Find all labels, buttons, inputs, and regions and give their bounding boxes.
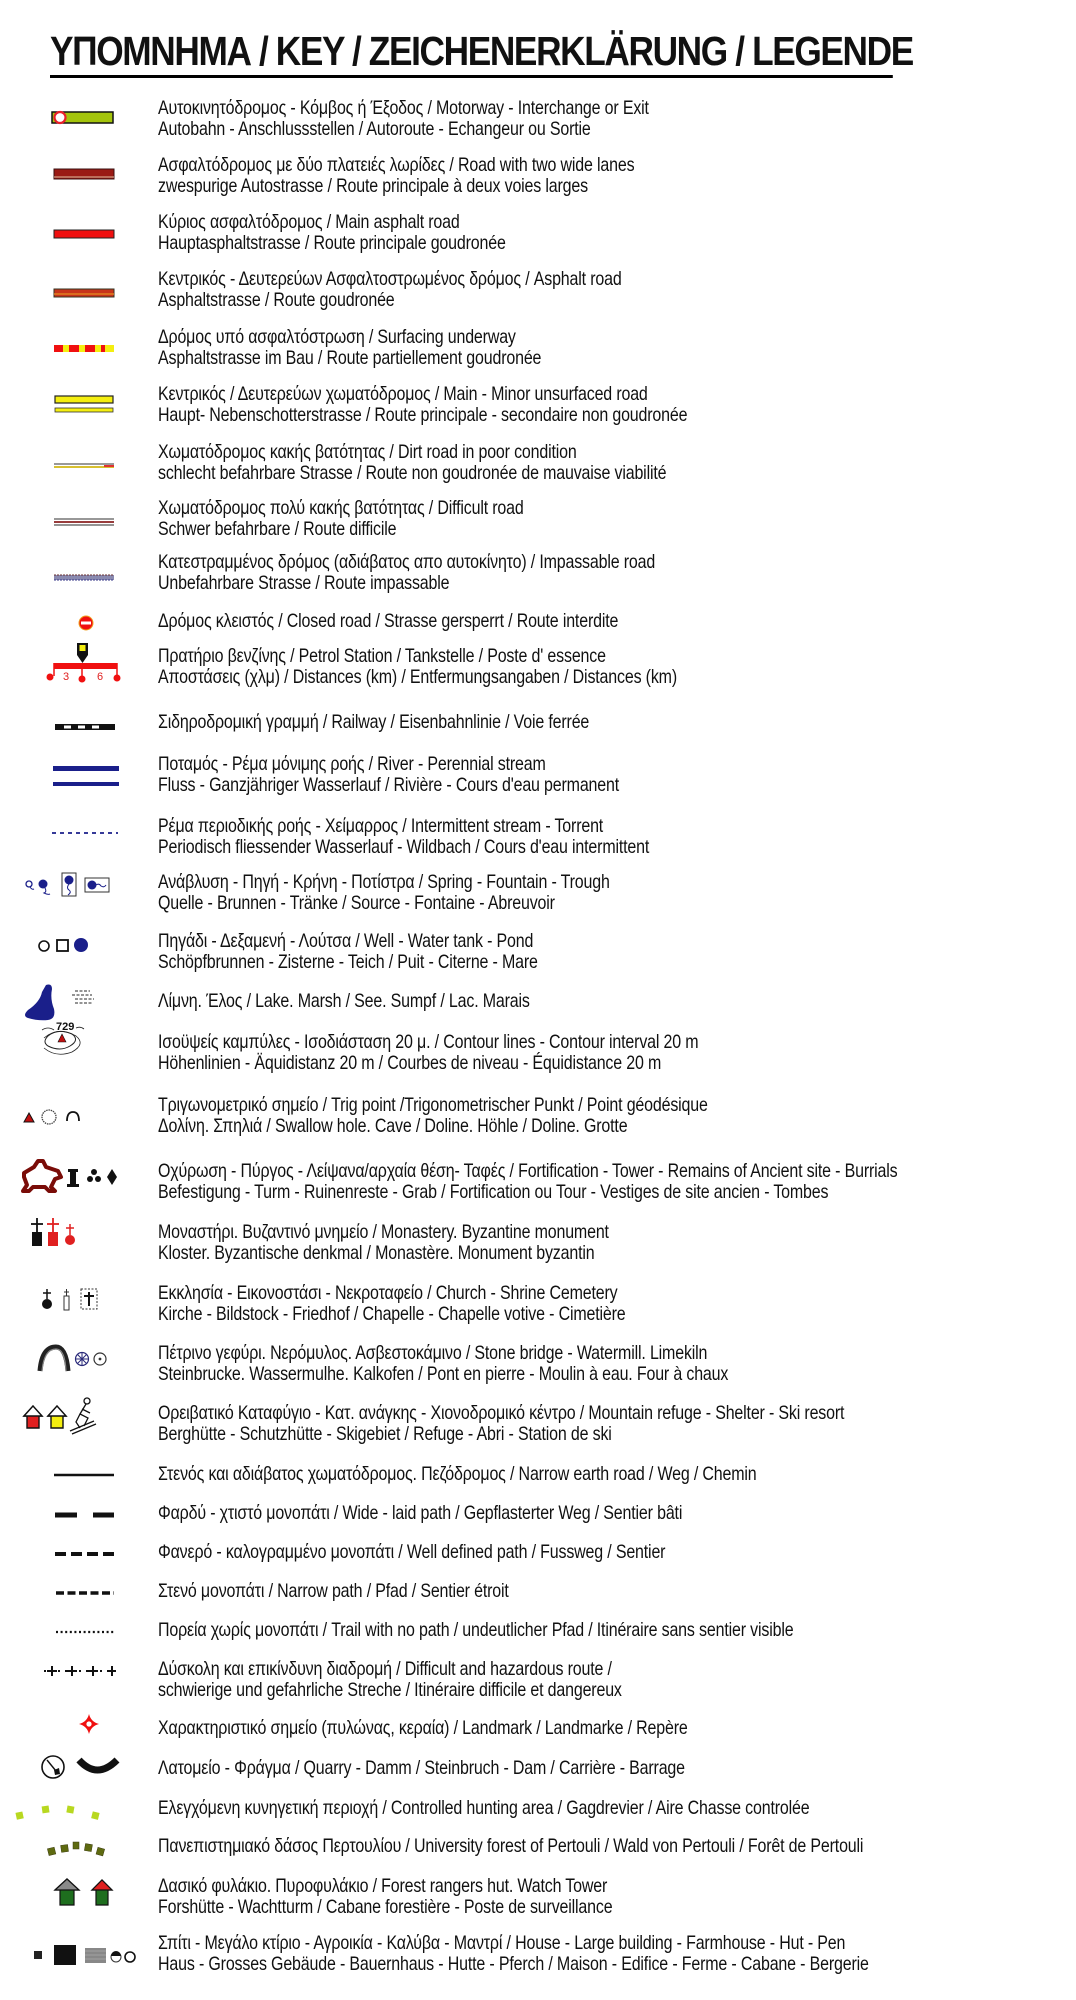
legend-entry-text: [158, 1283, 626, 1325]
legend-entry-text: [158, 1032, 698, 1074]
legend-text-line-primary: Πηγάδι - Δεξαμενή - Λούτσα / Well - Water tank - Pond: [158, 930, 534, 952]
legend-text-line-primary: Ανάβλυση - Πηγή - Κρήνη - Ποτίστρα / Spring - Fountain - Trough: [158, 871, 610, 893]
legend-text-line-primary: Ρέμα περιοδικής ροής - Χείμαρρος / Intermittent stream - Torrent: [158, 815, 604, 837]
legend-text-line-primary: Ελεγχόμενη κυνηγετική περιοχή / Controlled hunting area / Gagdrevier / Aire Chasse controlée: [158, 1797, 810, 1819]
legend-title: ΥΠΟΜΝΗΜΑ / KEY / ZEICHENERKLÄRUNG / LEGENDE: [50, 28, 893, 78]
refuge-shelter-ski-icon: [20, 1399, 145, 1439]
intermittent-stream-icon: [20, 818, 145, 858]
legend-text-line-primary: Χωματόδρομος κακής βατότητας / Dirt road in poor condition: [158, 441, 577, 463]
monastery-icon: [20, 1216, 145, 1256]
impassable-road-icon: [20, 560, 145, 600]
asphalt-road-icon: [20, 275, 145, 315]
legend-entry-text: [158, 1836, 863, 1857]
narrow-earth-road-icon: [20, 1464, 145, 1504]
legend-text-line-primary: Τριγωνομετρικό σημείο / Trig point /Trigonometrischer Punkt / Point géodésique: [158, 1094, 708, 1116]
legend-text-line-primary: Δασικό φυλάκιο. Πυροφυλάκιο / Forest rangers hut. Watch Tower: [158, 1875, 608, 1897]
legend-text-line-secondary: Haupt- Nebenschotterstrasse / Route principale - secondaire non goudronée: [158, 404, 688, 426]
svg-text:729: 729: [56, 1021, 75, 1033]
legend-entry-text: [158, 1659, 622, 1701]
legend-entry-text: [158, 327, 541, 369]
legend-text-line-primary: Λίμνη. Έλος / Lake. Marsh / See. Sumpf / Lac. Marais: [158, 990, 530, 1012]
legend-text-line-primary: Χαρακτηριστικό σημείο (πυλώνας, κεραία) / Landmark / Landmarke / Repère: [158, 1717, 688, 1739]
legend-entry-text: [158, 498, 524, 540]
legend-entry-text: [158, 646, 677, 688]
legend-text-line-primary: Στενό μονοπάτι / Narrow path / Pfad / Sentier étroit: [158, 1580, 509, 1602]
legend-text-line-secondary: Quelle - Brunnen - Tränke / Source - Fontaine - Abreuvoir: [158, 892, 555, 914]
legend-entry-text: [158, 552, 655, 594]
legend-text-line-secondary: Befestigung - Turm - Ruinenreste - Grab / Fortification ou Tour - Vestiges de site ancien - Tombes: [158, 1181, 829, 1203]
well-tank-pond-icon: [20, 929, 145, 969]
legend-entry-text: [158, 991, 530, 1012]
legend-text-line-primary: Πέτρινο γεφύρι. Νερόμυλος. Ασβεστοκάμινο / Stone bridge - Watermill. Limekiln: [158, 1342, 708, 1364]
legend-text-line-secondary: Αποστάσεις (χλμ) / Distances (km) / Entfermungsangaben / Distances (km): [158, 666, 677, 688]
surfacing-underway-icon: [20, 331, 145, 371]
legend-text-line-secondary: Forshütte - Wachtturm / Cabane forestière - Poste de surveillance: [158, 1896, 613, 1918]
legend-text-line-secondary: Fluss - Ganzjähriger Wasserlauf / Rivière - Cours d'eau permanent: [158, 774, 620, 796]
legend-text-line-secondary: Haus - Grosses Gebäude - Bauernhaus - Hutte - Pferch / Maison - Edifice - Ferme - Cabane - Bergerie: [158, 1953, 869, 1975]
legend-text-line-secondary: Kloster. Byzantische denkmal / Monastère. Monument byzantin: [158, 1242, 595, 1264]
motorway-icon: [20, 98, 145, 138]
legend-text-line-primary: Λατομείο - Φράγμα / Quarry - Damm / Steinbruch - Dam / Carrière - Barrage: [158, 1757, 685, 1779]
legend-text-line-primary: Δρόμος κλειστός / Closed road / Strasse gersperrt / Route interdite: [158, 610, 619, 632]
legend-text-line-primary: Φανερό - καλογραμμένο μονοπάτι / Well defined path / Fussweg / Sentier: [158, 1541, 666, 1563]
legend-text-line-primary: Εκκλησία - Εικονοστάσι - Νεκροταφείο / Church - Shrine Cemetery: [158, 1282, 618, 1304]
church-shrine-cemetery-icon: [20, 1283, 145, 1323]
difficult-road-icon: [20, 504, 145, 544]
legend-entry-text: [158, 1464, 757, 1485]
contour-lines-icon: [20, 1022, 145, 1062]
legend-text-line-primary: Κεντρικός - Δευτερεύων Ασφαλτοστρωμένος δρόμος / Asphalt road: [158, 268, 622, 290]
legend-text-line-primary: Μοναστήρι. Βυζαντινό μνημείο / Monastery. Byzantine monument: [158, 1221, 609, 1243]
wide-path-icon: [20, 1503, 145, 1543]
legend-text-line-primary: Δύσκολη και επικίνδυνη διαδρομή / Difficult and hazardous route /: [158, 1658, 612, 1680]
legend-entry-text: [158, 1542, 665, 1563]
trig-point-cave-icon: [20, 1103, 145, 1143]
legend-text-line-primary: Κύριος ασφαλτόδρομος / Main asphalt road: [158, 211, 460, 233]
legend-entry-text: [158, 872, 610, 914]
legend-text-line-secondary: Δολίνη. Σπηλιά / Swallow hole. Cave / Doline. Höhle / Doline. Grotte: [158, 1115, 628, 1137]
legend-text-line-primary: Κεντρικός / Δευτερεύων χωματόδρομος / Main - Minor unsurfaced road: [158, 383, 648, 405]
spring-fountain-icon: [20, 868, 145, 908]
legend-text-line-secondary: zwespurige Autostrasse / Route principale à deux voies larges: [158, 175, 588, 197]
legend-entry-text: [158, 1161, 898, 1203]
legend-entry-text: [158, 1933, 869, 1975]
distance-label: 3: [63, 671, 70, 683]
legend-text-line-primary: Κατεστραμμένος δρόμος (αδιάβατος απο αυτοκίνητο) / Impassable road: [158, 551, 656, 573]
legend-entry-text: [158, 155, 634, 197]
legend-entry-text: [158, 1581, 509, 1602]
legend-text-line-primary: Πανεπιστημιακό δάσος Περτουλίου / University forest of Pertouli / Wald von Pertouli / Forêt de Pertouli: [158, 1835, 864, 1857]
river-icon: [20, 756, 145, 796]
legend-text-line-primary: Δρόμος υπό ασφαλτόστρωση / Surfacing underway: [158, 326, 516, 348]
legend-entry-text: [158, 442, 666, 484]
legend-text-line-primary: Φαρδύ - χτιστό μονοπάτι / Wide - laid path / Gepflasterter Weg / Sentier bâti: [158, 1502, 683, 1524]
legend-entry-text: [158, 98, 649, 140]
petrol-station-icon: [20, 642, 145, 682]
trail-no-path-icon: [20, 1620, 145, 1660]
legend-text-line-primary: Χωματόδρομος πολύ κακής βατότητας / Difficult road: [158, 497, 524, 519]
hazardous-route-icon: [20, 1659, 145, 1699]
legend-entry-text: [158, 1343, 728, 1385]
dirt-road-icon: [20, 448, 145, 488]
railway-icon: [20, 714, 145, 754]
legend-entry-text: [158, 1876, 612, 1918]
legend-entry-text: [158, 712, 589, 733]
legend-text-line-primary: Οχύρωση - Πύργος - Λείψανα/αρχαία θέση- Ταφές / Fortification - Tower - Remains of Ancient site - Burrials: [158, 1160, 898, 1182]
legend-text-line-secondary: Periodisch fliessender Wasserlauf - Wildbach / Cours d'eau intermittent: [158, 836, 650, 858]
legend-entry-text: [158, 1718, 688, 1739]
main-asphalt-road-icon: [20, 216, 145, 256]
university-forest-icon: [20, 1836, 145, 1876]
legend-text-line-primary: Ισοϋψείς καμπύλες - Ισοδιάσταση 20 μ. / Contour lines - Contour interval 20 m: [158, 1031, 699, 1053]
narrow-path-icon: [20, 1581, 145, 1621]
legend-text-line-primary: Στενός και αδιάβατος χωματόδρομος. Πεζόδρομος / Narrow earth road / Weg / Chemin: [158, 1463, 757, 1485]
legend-text-line-secondary: schwierige und gefahrliche Streche / Itinéraire difficile et dangereux: [158, 1679, 622, 1701]
legend-text-line-primary: Ασφαλτόδρομος με δύο πλατειές λωρίδες / Road with two wide lanes: [158, 154, 635, 176]
legend-text-line-secondary: Asphaltstrasse / Route goudronée: [158, 289, 395, 311]
legend-text-line-primary: Ποταμός - Ρέμα μόνιμης ροής / River - Perennial stream: [158, 753, 546, 775]
legend-text-line-secondary: Höhenlinien - Äquidistanz 20 m / Courbes de niveau - Équidistance 20 m: [158, 1052, 662, 1074]
legend-text-line-primary: Ορειβατικό Καταφύγιο - Κατ. ανάγκης - Χιονοδρομικό κέντρο / Mountain refuge - Shelter - Ski resort: [158, 1402, 845, 1424]
legend-text-line-secondary: Autobahn - Anschlussstellen / Autoroute - Echangeur ou Sortie: [158, 118, 591, 140]
legend-text-line-secondary: schlecht befahrbare Strasse / Route non goudronée de mauvaise viabilité: [158, 462, 667, 484]
quarry-dam-icon: [20, 1754, 145, 1794]
ranger-hut-watchtower-icon: [20, 1876, 145, 1916]
legend-text-line-secondary: Berghütte - Schutzhütte - Skigebiet / Refuge - Abri - Station de ski: [158, 1423, 612, 1445]
legend-text-line-primary: Σπίτι - Μεγάλο κτίριο - Αγροικία - Καλύβα - Μαντρί / House - Large building - Farmhouse - Hut - Pen: [158, 1932, 846, 1954]
legend-entry-text: [158, 1095, 708, 1137]
legend-entry-text: [158, 269, 622, 311]
legend-entry-text: [158, 931, 538, 973]
legend-entry-text: [158, 754, 619, 796]
legend-entry-text: [158, 1503, 682, 1524]
bridge-watermill-limekiln-icon: [20, 1341, 145, 1381]
legend-entry-text: [158, 1222, 609, 1264]
legend-text-line-secondary: Hauptasphaltstrasse / Route principale goudronée: [158, 232, 506, 254]
legend-entry-text: [158, 1403, 844, 1445]
legend-entry-text: [158, 1758, 685, 1779]
unsurfaced-road-icon: [20, 386, 145, 426]
legend-text-line-secondary: Steinbrucke. Wassermulhe. Kalkofen / Pont en pierre - Moulin à eau. Four à chaux: [158, 1363, 729, 1385]
well-defined-path-icon: [20, 1542, 145, 1582]
legend-text-line-secondary: Unbefahrbare Strasse / Route impassable: [158, 572, 450, 594]
legend-text-line-secondary: Kirche - Bildstock - Friedhof / Chapelle - Chapelle votive - Cimetière: [158, 1303, 626, 1325]
legend-entry-text: [158, 212, 506, 254]
legend-text-line-primary: Πορεία χωρίς μονοπάτι / Trail with no path / undeutlicher Pfad / Itinéraire sans sentier visible: [158, 1619, 794, 1641]
house-building-icon: [20, 1931, 145, 1971]
legend-text-line-primary: Σιδηροδρομική γραμμή / Railway / Eisenbahnlinie / Voie ferrée: [158, 711, 590, 733]
legend-entry-text: [158, 1798, 809, 1819]
legend-text-line-primary: Πρατήριο βενζίνης / Petrol Station / Tankstelle / Poste d' essence: [158, 645, 606, 667]
two-lane-road-icon: [20, 157, 145, 197]
distance-label: 6: [97, 671, 104, 683]
legend-entry-text: [158, 611, 618, 632]
legend-text-line-secondary: Schwer befahrbare / Route difficile: [158, 518, 397, 540]
legend-entry-text: [158, 384, 687, 426]
legend-entry-text: [158, 1620, 793, 1641]
hunting-area-icon: [20, 1798, 145, 1838]
legend-text-line-primary: Αυτοκινητόδρομος - Κόμβος ή Έξοδος / Motorway - Interchange or Exit: [158, 97, 649, 119]
legend-text-line-secondary: Schöpfbrunnen - Zisterne - Teich / Puit - Citerne - Mare: [158, 951, 538, 973]
legend-text-line-secondary: Asphaltstrasse im Bau / Route partiellement goudronée: [158, 347, 542, 369]
legend-entry-text: [158, 816, 649, 858]
fortification-icon: [20, 1159, 145, 1199]
